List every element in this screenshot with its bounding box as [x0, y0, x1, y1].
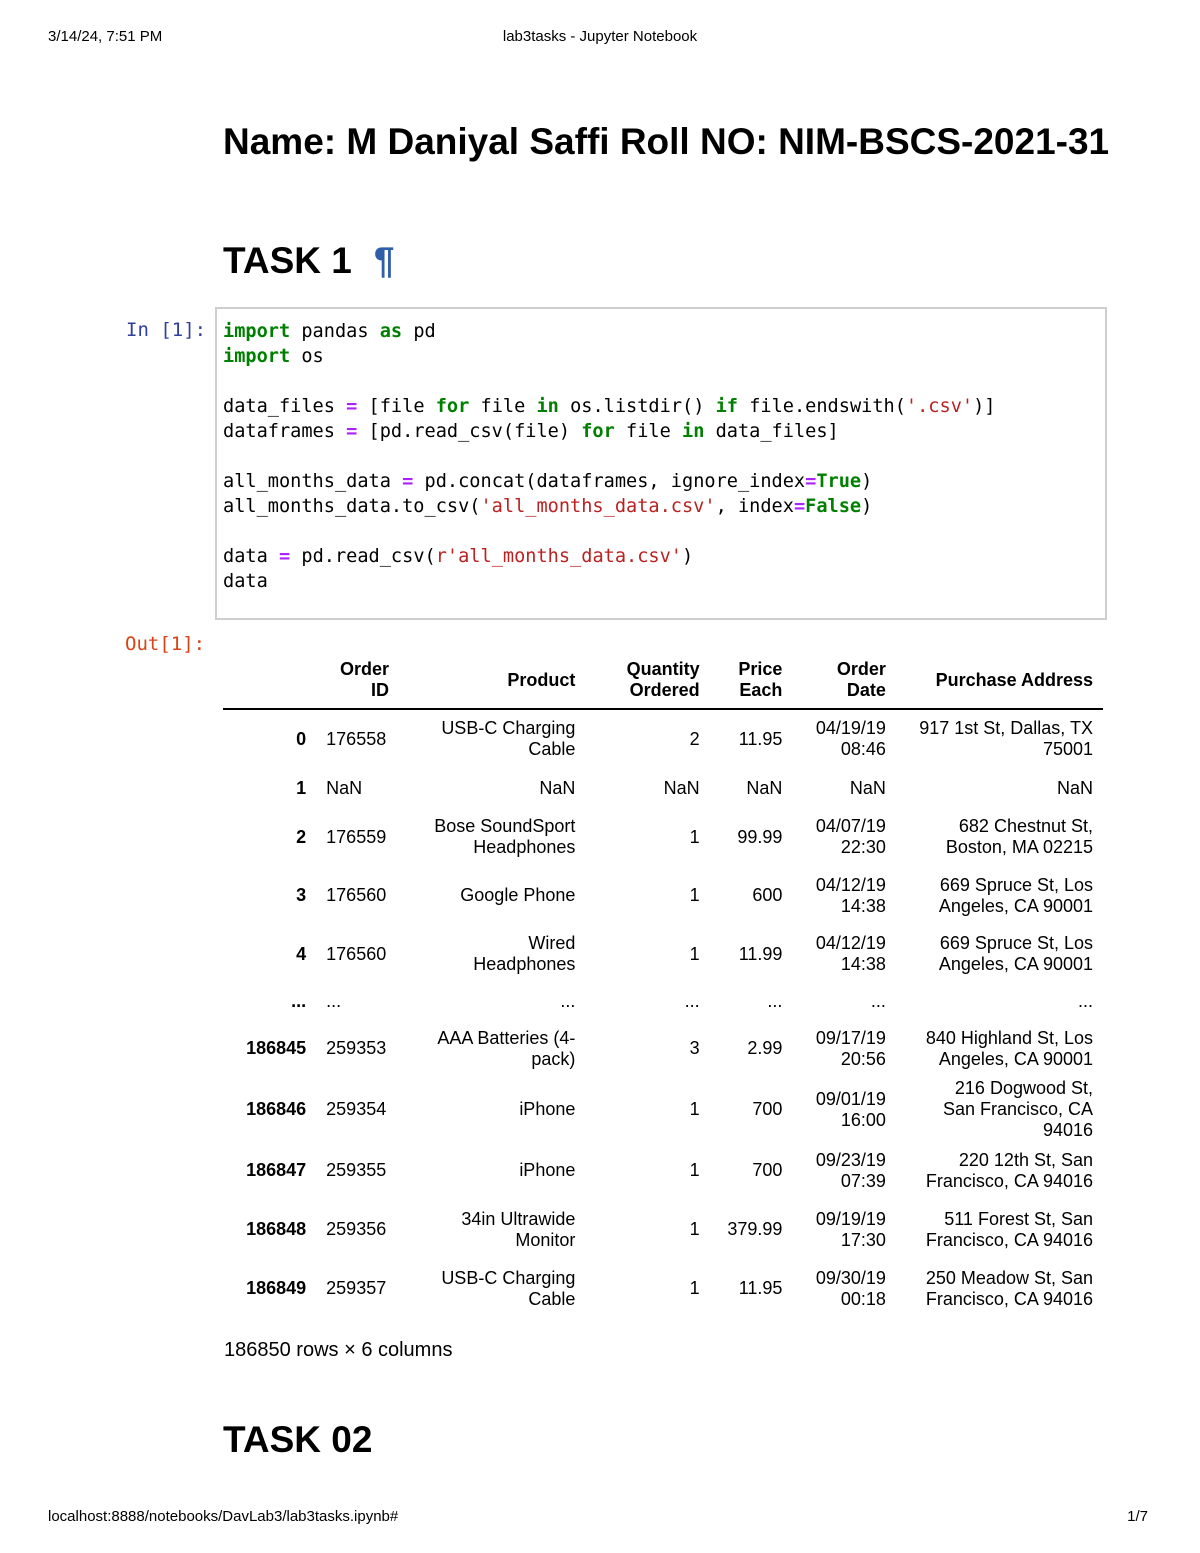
print-footer-url: localhost:8888/notebooks/DavLab3/lab3tasks.ipynb#	[48, 1508, 399, 1525]
print-header-title: lab3tasks - Jupyter Notebook	[502, 28, 698, 45]
column-header: Order ID	[316, 652, 399, 709]
code-line: import os	[223, 346, 324, 367]
table-cell	[896, 1259, 1103, 1318]
cell-text: 3	[689, 1038, 700, 1058]
dataframe-table	[223, 652, 1103, 1318]
row-index: 186848	[246, 1219, 307, 1239]
cell-text: Google Phone	[460, 885, 576, 905]
table-row	[223, 709, 1103, 768]
cell-text: 04/12/19 14:38	[815, 874, 886, 916]
cell-text: 176559	[326, 826, 387, 847]
page-title: Name: M Daniyal Saffi Roll NO: NIM-BSCS-2021-31	[223, 121, 1110, 162]
table-row	[223, 1259, 1103, 1318]
table-cell	[896, 1200, 1103, 1259]
table-cell	[792, 1259, 896, 1318]
cell-text: 11.95	[738, 1278, 783, 1298]
code-line: dataframes = [pd.read_csv(file) for file in data_files]	[223, 421, 839, 442]
table-cell	[399, 866, 585, 925]
row-index: 186845	[246, 1038, 307, 1058]
column-header: Order Date	[792, 652, 896, 709]
print-footer-page: 1/7	[1127, 1508, 1148, 1525]
cell-text: 259353	[326, 1038, 387, 1058]
cell-text: Bose SoundSport Headphones	[434, 816, 576, 857]
table-cell	[585, 866, 709, 925]
table-cell	[710, 1078, 793, 1141]
cell-text: 04/07/19 22:30	[815, 816, 886, 857]
task2-heading: TASK 02	[223, 1419, 373, 1460]
table-cell	[792, 1019, 896, 1078]
cell-text: ...	[870, 990, 886, 1011]
table-cell	[585, 709, 709, 768]
cell-text: 09/19/19 17:30	[815, 1208, 886, 1250]
cell-text: 259356	[326, 1219, 387, 1239]
cell-text: 09/23/19 07:39	[815, 1149, 886, 1191]
table-cell	[585, 768, 709, 808]
cell-text: 700	[752, 1160, 783, 1180]
table-cell	[896, 1141, 1103, 1200]
table-cell	[710, 866, 793, 925]
cell-text: 259354	[326, 1099, 387, 1119]
cell-text: 11.95	[738, 728, 783, 749]
cell-text: ...	[684, 990, 700, 1011]
cell-text: 216 Dogwood St, San Francisco, CA 94016	[942, 1078, 1093, 1140]
cell-text: 11.99	[738, 943, 783, 964]
table-cell	[710, 1259, 793, 1318]
table-cell	[792, 866, 896, 925]
cell-text: 176560	[326, 885, 387, 905]
table-cell	[896, 768, 1103, 808]
row-index: 186847	[246, 1160, 307, 1180]
table-cell	[585, 983, 709, 1019]
anchor-link-icon[interactable]: ¶	[373, 240, 395, 281]
cell-text: iPhone	[519, 1160, 576, 1180]
table-cell	[399, 983, 585, 1019]
table-cell	[792, 1200, 896, 1259]
table-cell	[585, 925, 709, 983]
table-cell	[316, 768, 399, 808]
table-cell	[585, 1078, 709, 1141]
table-cell	[316, 808, 399, 866]
row-index: 0	[296, 728, 307, 749]
cell-text: 669 Spruce St, Los Angeles, CA 90001	[938, 874, 1093, 916]
cell-text: 1	[689, 885, 700, 905]
cell-text: 176558	[326, 728, 387, 749]
cell-text: 09/30/19 00:18	[815, 1267, 886, 1309]
print-header-datetime: 3/14/24, 7:51 PM	[48, 28, 163, 45]
table-cell	[896, 808, 1103, 866]
cell-text: 04/19/19 08:46	[815, 718, 886, 759]
cell-text: 511 Forest St, San Francisco, CA 94016	[925, 1208, 1093, 1250]
cell-text: AAA Batteries (4-pack)	[437, 1027, 576, 1069]
table-cell	[585, 1259, 709, 1318]
table-cell	[792, 983, 896, 1019]
table-cell	[316, 866, 399, 925]
table-cell	[585, 1141, 709, 1200]
table-cell	[710, 1019, 793, 1078]
row-index: 1	[296, 777, 307, 798]
code-line: all_months_data = pd.concat(dataframes, ignore_index=True)	[223, 471, 873, 492]
table-cell	[792, 925, 896, 983]
cell-text: NaN	[849, 777, 886, 798]
cell-text: 04/12/19 14:38	[815, 933, 886, 974]
table-cell	[399, 925, 585, 983]
code-line: import pandas as pd	[223, 321, 436, 342]
table-cell	[316, 1200, 399, 1259]
task1-title: TASK 1	[223, 240, 352, 281]
cell-text: 917 1st St, Dallas, TX 75001	[919, 718, 1093, 759]
table-row	[223, 1019, 1103, 1078]
cell-text: 250 Meadow St, San Francisco, CA 94016	[925, 1267, 1093, 1309]
table-cell	[896, 1019, 1103, 1078]
table-cell	[585, 1200, 709, 1259]
cell-text: ...	[326, 990, 342, 1011]
index-header	[223, 652, 316, 709]
cell-text: 176560	[326, 943, 387, 964]
cell-text: 669 Spruce St, Los Angeles, CA 90001	[938, 933, 1093, 974]
table-cell	[792, 1078, 896, 1141]
cell-text: iPhone	[519, 1099, 576, 1119]
code-line: data = pd.read_csv(r'all_months_data.csv')	[223, 546, 694, 567]
table-cell	[316, 709, 399, 768]
cell-text: 2.99	[747, 1038, 783, 1058]
cell-text: Wired Headphones	[473, 933, 576, 974]
table-cell	[792, 808, 896, 866]
table-row	[223, 808, 1103, 866]
table-cell	[399, 1200, 585, 1259]
table-cell	[710, 768, 793, 808]
column-header: Purchase Address	[896, 652, 1103, 709]
code-line: all_months_data.to_csv('all_months_data.csv', index=False)	[223, 496, 873, 517]
column-header: Quantity Ordered	[585, 652, 709, 709]
table-cell	[792, 768, 896, 808]
cell-text: NaN	[663, 777, 700, 798]
table-cell	[316, 1078, 399, 1141]
cell-text: ...	[560, 990, 576, 1011]
cell-text: NaN	[326, 777, 363, 798]
table-cell	[710, 808, 793, 866]
row-index: 2	[296, 826, 307, 847]
cell-text: 09/17/19 20:56	[815, 1027, 886, 1069]
cell-text: 600	[752, 885, 783, 905]
table-row	[223, 925, 1103, 983]
cell-text: ...	[1077, 990, 1093, 1011]
row-index: 186849	[246, 1278, 307, 1298]
code-line: data_files = [file for file in os.listdir() if file.endswith('.csv')]	[223, 396, 996, 417]
cell-text: 840 Highland St, Los Angeles, CA 90001	[925, 1027, 1093, 1069]
table-cell	[399, 808, 585, 866]
cell-text: 700	[752, 1099, 783, 1119]
code-text[interactable]	[223, 319, 995, 594]
input-prompt: In [1]:	[126, 319, 207, 341]
table-cell	[710, 1141, 793, 1200]
cell-text: 1	[689, 1160, 700, 1180]
row-index: 3	[296, 885, 307, 905]
cell-text: NaN	[1056, 777, 1093, 798]
table-cell	[585, 1019, 709, 1078]
row-index: ...	[291, 990, 307, 1011]
cell-text: 682 Chestnut St, Boston, MA 02215	[945, 816, 1093, 857]
table-cell	[399, 1078, 585, 1141]
cell-text: 1	[689, 1099, 700, 1119]
table-row	[223, 983, 1103, 1019]
cell-text: 1	[689, 1219, 700, 1239]
table-cell	[792, 1141, 896, 1200]
table-cell	[316, 1019, 399, 1078]
cell-text: 99.99	[737, 826, 783, 847]
output-prompt: Out[1]:	[125, 633, 206, 655]
code-cell[interactable]	[215, 307, 1107, 620]
cell-text: 220 12th St, San Francisco, CA 94016	[925, 1149, 1093, 1191]
table-cell	[399, 1019, 585, 1078]
row-index: 186846	[246, 1099, 307, 1119]
table-cell	[399, 709, 585, 768]
cell-text: USB-C Charging Cable	[441, 1267, 576, 1309]
code-line: data	[223, 571, 268, 592]
table-cell	[316, 1141, 399, 1200]
cell-text: NaN	[746, 777, 783, 798]
table-cell	[316, 925, 399, 983]
table-cell	[792, 709, 896, 768]
table-cell	[399, 1259, 585, 1318]
cell-text: 09/01/19 16:00	[815, 1088, 886, 1130]
cell-text: NaN	[539, 777, 576, 798]
table-body	[223, 709, 1103, 1318]
table-cell	[316, 983, 399, 1019]
table-row	[223, 866, 1103, 925]
table-cell	[896, 709, 1103, 768]
table-row	[223, 1141, 1103, 1200]
row-index: 4	[296, 943, 307, 964]
table-cell	[896, 866, 1103, 925]
table-cell	[399, 768, 585, 808]
cell-text: ...	[767, 990, 783, 1011]
cell-text: 34in Ultrawide Monitor	[461, 1208, 576, 1250]
cell-text: 1	[689, 1278, 700, 1298]
table-cell	[710, 1200, 793, 1259]
column-header: Price Each	[710, 652, 793, 709]
cell-text: 259357	[326, 1278, 387, 1298]
table-row	[223, 1078, 1103, 1141]
table-cell	[710, 925, 793, 983]
table-cell	[896, 983, 1103, 1019]
cell-text: 379.99	[727, 1219, 783, 1239]
table-row	[223, 1200, 1103, 1259]
table-cell	[710, 983, 793, 1019]
table-cell	[896, 1078, 1103, 1141]
cell-text: 259355	[326, 1160, 387, 1180]
table-cell	[316, 1259, 399, 1318]
column-header: Product	[399, 652, 585, 709]
task1-heading	[223, 241, 394, 281]
cell-text: 1	[689, 826, 700, 847]
table-cell	[399, 1141, 585, 1200]
cell-text: 2	[689, 728, 700, 749]
cell-text: USB-C Charging Cable	[441, 718, 576, 759]
table-cell	[710, 709, 793, 768]
table-cell	[896, 925, 1103, 983]
table-cell	[585, 808, 709, 866]
table-row	[223, 768, 1103, 808]
table-header-row	[223, 652, 1103, 709]
dataframe-shape: 186850 rows × 6 columns	[224, 1339, 453, 1361]
cell-text: 1	[689, 943, 700, 964]
